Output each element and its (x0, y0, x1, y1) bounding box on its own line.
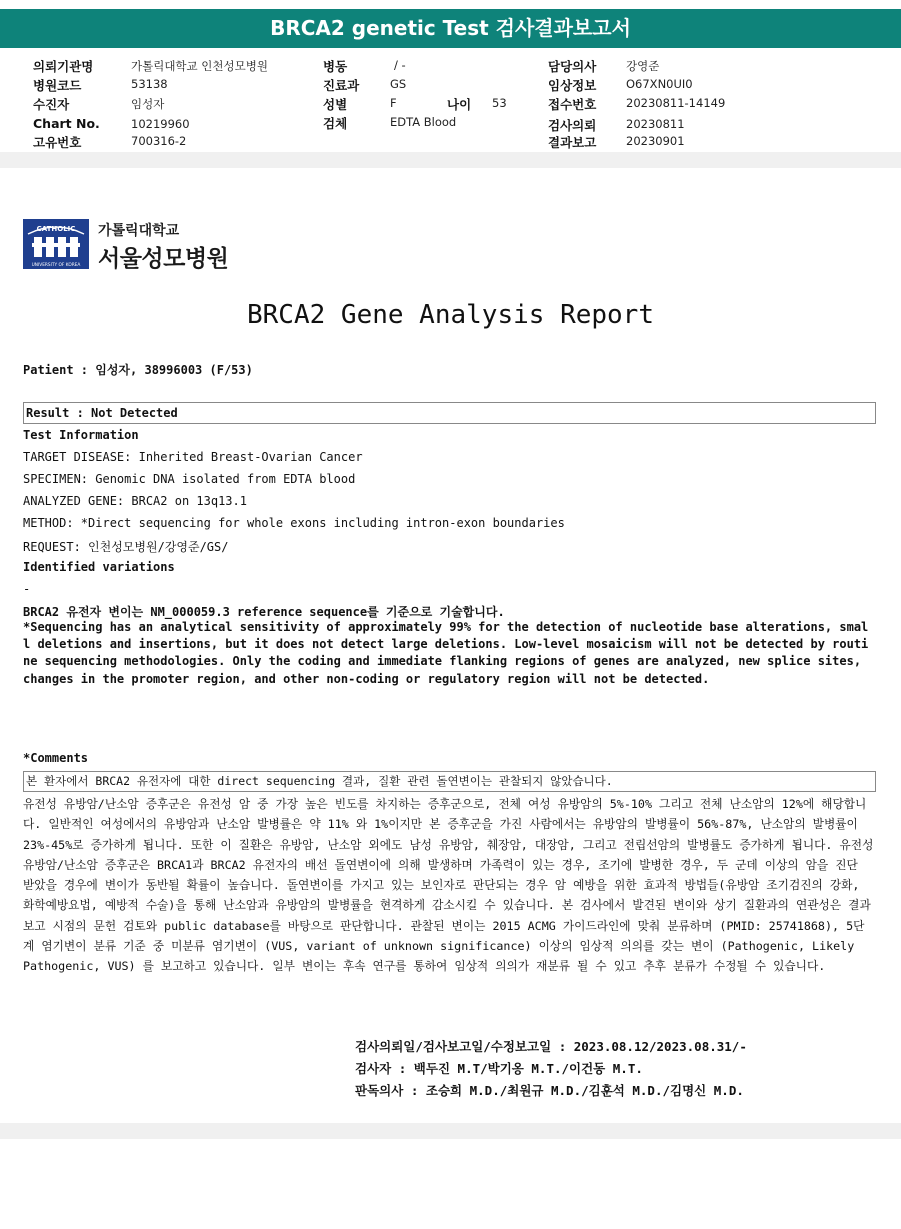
patient-info-grid (0, 52, 901, 152)
unique-no-value: 700316-2 (131, 134, 187, 148)
analyzed-gene-line: ANALYZED GENE: BRCA2 on 13q13.1 (23, 494, 247, 508)
comment-summary-box: 본 환자에서 BRCA2 유전자에 대한 direct sequencing 결과, 질환 관련 돌연변이는 관찰되지 않았습니다. (23, 771, 876, 792)
header-separator (0, 152, 901, 168)
examinee-value: 임성자 (131, 97, 165, 111)
logo-university-text: 가톨릭대학교 (98, 223, 180, 239)
reference-note: BRCA2 유전자 변이는 NM_000059.3 reference sequence를 기준으로 기술합니다. (23, 605, 505, 619)
request-date-label: 검사의뢰 (548, 118, 597, 133)
pathologists-line: 판독의사 : 조승희 M.D./최원규 M.D./김훈석 M.D./김명신 M.D. (355, 1083, 744, 1098)
specimen-value: EDTA Blood (390, 115, 457, 129)
hospital-logo (22, 218, 237, 270)
patient-line: Patient : 임성자, 38996003 (F/53) (23, 363, 253, 377)
department-value: GS (390, 77, 407, 91)
report-date-label: 결과보고 (548, 135, 597, 150)
emblem-subtext: UNIVERSITY OF KOREA (31, 263, 81, 268)
logo-hospital-text: 서울성모병원 (98, 246, 229, 272)
target-disease-line: TARGET DISEASE: Inherited Breast-Ovarian Cancer (23, 450, 363, 464)
footer-separator (0, 1123, 901, 1139)
requesting-institution-value: 가톨릭대학교 인천성모병원 (131, 59, 268, 73)
sex-value: F (390, 96, 397, 110)
chart-no-label: Chart No. (33, 116, 100, 131)
sex-label: 성별 (323, 97, 348, 112)
hospital-code-value: 53138 (131, 77, 168, 91)
sensitivity-note: *Sequencing has an analytical sensitivity of approximately 99% for the detection of nucleotide base alterations, small deletions and insertions, but it does not detect large deletions. Low-level mosaicism will not be detected by routine sequencing methodologies. Only the coding and immediate flanking regions of genes are analyzed, new splice sites, changes in the promoter region, and other non-coding or regulatory region will not be detected. (23, 620, 869, 686)
technicians-line: 검사자 : 백두진 M.T/박기옹 M.T./이건동 M.T. (355, 1061, 643, 1076)
chart-no-value: 10219960 (131, 117, 190, 131)
clinical-info-value: O67XN0UI0 (626, 77, 693, 91)
ward-label: 병동 (323, 59, 348, 74)
variations-heading: Identified variations (23, 560, 175, 574)
request-date-value: 20230811 (626, 117, 685, 131)
hospital-code-label: 병원코드 (33, 78, 82, 93)
specimen-label: 검체 (323, 116, 348, 131)
age-label: 나이 (447, 97, 472, 112)
test-info-heading: Test Information (23, 428, 139, 442)
age-value: 53 (492, 96, 507, 110)
report-dates-line: 검사의뢰일/검사보고일/수정보고일 : 2023.08.12/2023.08.31/- (355, 1039, 747, 1054)
examinee-label: 수진자 (33, 97, 70, 112)
method-line: METHOD: *Direct sequencing for whole exons including intron-exon boundaries (23, 516, 565, 530)
receipt-no-value: 20230811-14149 (626, 96, 726, 110)
report-header-title: BRCA2 genetic Test 검사결과보고서 (0, 9, 901, 48)
comment-body: 유전성 유방암/난소암 증후군은 유전성 암 중 가장 높은 빈도를 차지하는 증후군으로, 전체 여성 유방암의 5%-10% 그리고 전체 난소암의 12%에 해당합니다. 일반적인 여성에서의 유방암과 난소암 발병률은 약 11% 와 1%이지만 본 증후군을 가진 사람에서는 유방암의 발병률이 56%-87%, 난소암의 발병률이 23%-45%로 증가하게 됩니다. 또한 이 질환은 유방암, 난소암 외에도 남성 유방암, 췌장암, 대장암, 그리고 전립선암의 발병률도 증가하게 됩니다. 유전성 유방암/난소암 증후군은 BRCA1과 BRCA2 유전자의 배선 돌연변이에 의해 발생하며 가족력이 있는 경우, 조기에 발병한 경우, 두 군데 이상의 암을 진단 받았을 경우에 변이가 동반될 확률이 높습니다. 돌연변이를 가지고 있는 보인자로 판단되는 경우 암 예방을 위한 효과적 방법들(유방암 조기검진의 강화, 화학예방요법, 예방적 수술)을 통해 난소암과 유방암의 발병률을 현격하게 감소시킬 수 있습니다. 본 검사에서 발견된 변이와 상기 질환과의 연관성은 결과 보고 시점의 문헌 검토와 public database를 바탕으로 판단합니다. 관찰된 변이는 2015 ACMG 가이드라인에 맞춰 분류하며 (PMID: 25741868), 5단계 염기변이 분류 기준 중 미분류 염기변이 (VUS, variant of unknown significance) 이상의 임상적 의의를 갖는 변이 (Pathogenic, Likely Pathogenic, VUS) 를 보고하고 있습니다. 일부 변이는 후속 연구를 통하여 임상적 의의가 재분류 될 수 있고 추후 분류가 수정될 수 있습니다. (23, 797, 881, 974)
request-line: REQUEST: 인천성모병원/강영준/GS/ (23, 540, 229, 554)
physician-label: 담당의사 (548, 59, 597, 74)
report-date-value: 20230901 (626, 134, 685, 148)
receipt-no-label: 접수번호 (548, 97, 597, 112)
department-label: 진료과 (323, 78, 360, 93)
unique-no-label: 고유번호 (33, 135, 82, 150)
report-title: BRCA2 Gene Analysis Report (247, 300, 654, 330)
physician-value: 강영준 (626, 59, 660, 73)
emblem-text: CATHOLIC (36, 225, 76, 233)
hospital-emblem-icon (22, 218, 90, 270)
variations-value: - (23, 582, 31, 596)
specimen-line: SPECIMEN: Genomic DNA isolated from EDTA blood (23, 472, 356, 486)
clinical-info-label: 임상정보 (548, 78, 597, 93)
ward-value: / - (394, 58, 406, 72)
result-box: Result : Not Detected (23, 402, 876, 424)
requesting-institution-label: 의뢰기관명 (33, 59, 94, 74)
comments-heading: *Comments (23, 751, 89, 765)
